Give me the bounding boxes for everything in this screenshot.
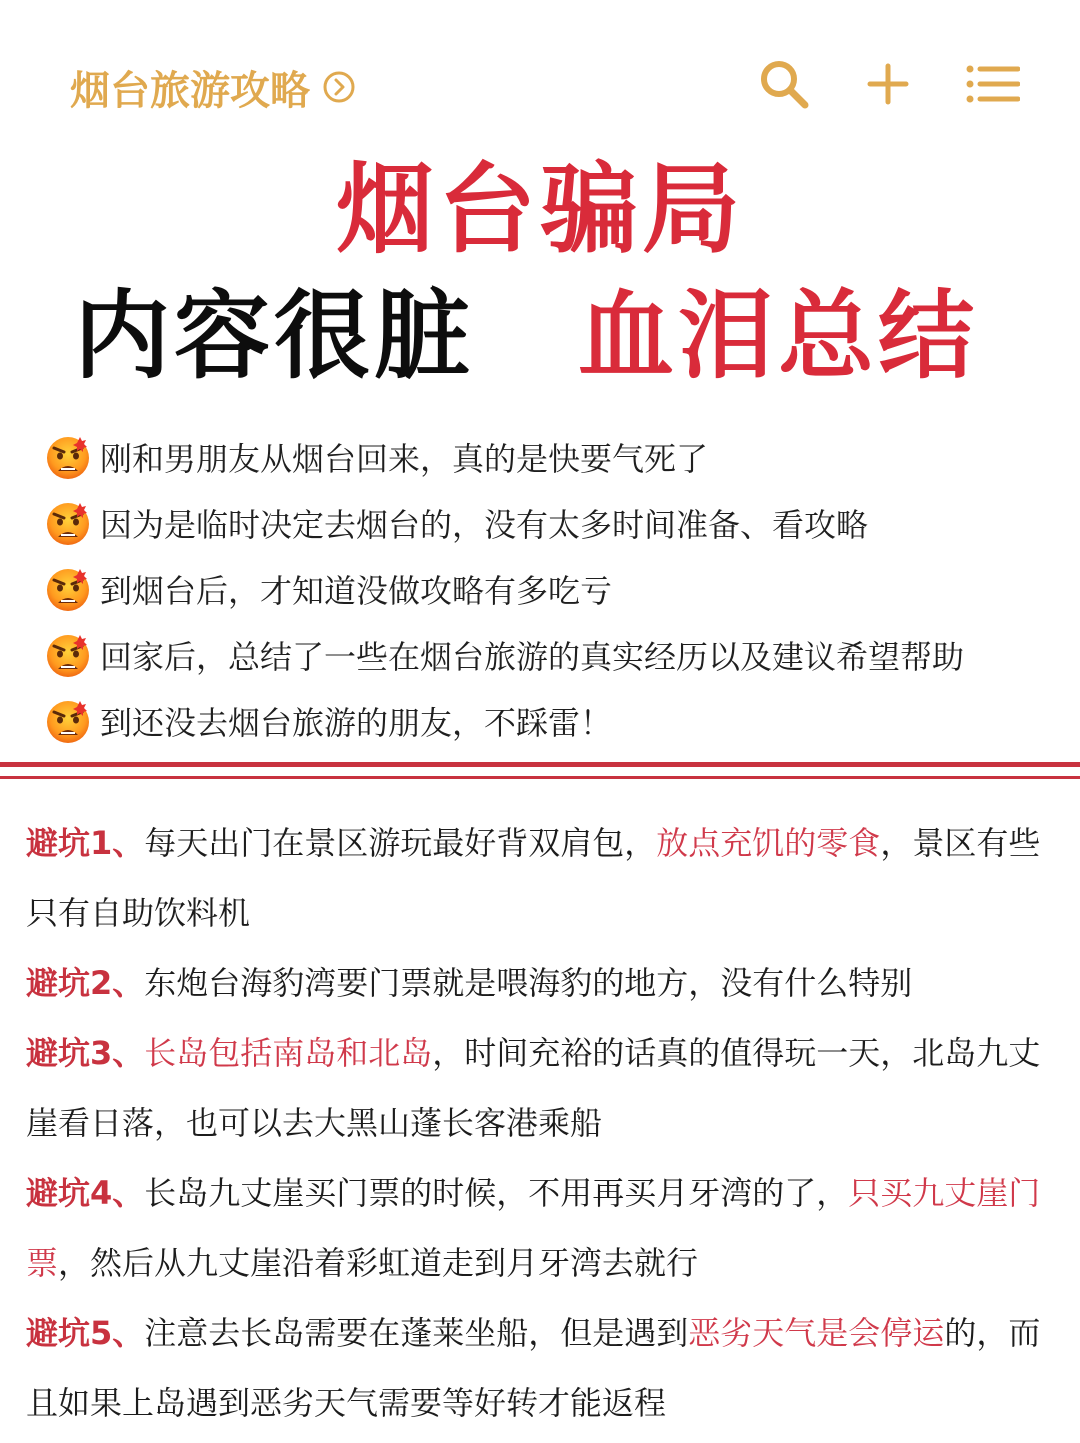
- tip-text: 东炮台海豹湾要门票就是喂海豹的地方，没有什么特别: [144, 964, 913, 1002]
- tips-list: [26, 808, 1060, 1438]
- tip-text: ，景区有些只有自助饮料机: [26, 824, 1041, 932]
- tip-item: [26, 1298, 1060, 1438]
- headline-title: 烟台骗局: [335, 153, 744, 267]
- intro-line: [44, 556, 1054, 622]
- menu-icon[interactable]: [964, 56, 1020, 112]
- angry-face-icon: [44, 433, 92, 481]
- tip-item: [26, 948, 1060, 1018]
- plus-icon[interactable]: [860, 56, 916, 112]
- tip-highlight-text: 只买九丈崖门票: [26, 1174, 1041, 1282]
- subheadline-left: 内容很脏: [74, 280, 474, 392]
- angry-face-icon: [44, 565, 92, 613]
- tip-highlight-text: 放点充饥的零食: [656, 824, 881, 862]
- tip-text: 注意去长岛需要在蓬莱坐船，但是遇到: [144, 1314, 689, 1352]
- intro-line: [44, 622, 1054, 688]
- intro-line-text: 因为是临时决定去烟台的，没有太多时间准备、看攻略: [100, 506, 869, 544]
- intro-line: [44, 490, 1054, 556]
- tip-item: [26, 1018, 1060, 1158]
- tip-text: 每天出门在景区游玩最好背双肩包，: [144, 824, 657, 862]
- tip-text: ，时间充裕的话真的值得玩一天，北岛九丈崖看日落，也可以去大黑山蓬长客港乘船: [26, 1034, 1041, 1142]
- tip-item: [26, 808, 1060, 948]
- tip-tag: 避坑2、: [26, 964, 145, 1002]
- intro-list: [44, 424, 1054, 754]
- tip-tag: 避坑5、: [26, 1314, 145, 1352]
- notebook-title: 烟台旅游攻略: [70, 67, 310, 114]
- angry-face-icon: [44, 697, 92, 745]
- chevron-circle-icon: [322, 70, 356, 104]
- tip-item: [26, 1158, 1060, 1298]
- section-divider: [0, 762, 1080, 779]
- tip-highlight-text: 恶劣天气是会停运: [688, 1314, 945, 1352]
- tip-text: 长岛九丈崖买门票的时候，不用再买月牙湾的了，: [144, 1174, 849, 1212]
- top-bar: [0, 0, 1080, 170]
- notebook-title-link[interactable]: [70, 60, 356, 114]
- angry-face-icon: [44, 631, 92, 679]
- tip-tag: 避坑3、: [26, 1034, 145, 1072]
- search-icon[interactable]: [756, 56, 812, 112]
- tip-text: 的，而且如果上岛遇到恶劣天气需要等好转才能返程: [26, 1314, 1041, 1422]
- angry-face-icon: [44, 499, 92, 547]
- intro-line: [44, 688, 1054, 754]
- tip-text: ，然后从九丈崖沿着彩虹道走到月牙湾去就行: [58, 1244, 699, 1282]
- intro-line-text: 到烟台后，才知道没做攻略有多吃亏: [100, 572, 613, 610]
- intro-line: [44, 424, 1054, 490]
- intro-line-text: 刚和男朋友从烟台回来，真的是快要气死了: [100, 440, 709, 478]
- intro-line-text: 到还没去烟台旅游的朋友，不踩雷！: [100, 704, 613, 742]
- tip-highlight-text: 长岛包括南岛和北岛: [144, 1034, 433, 1072]
- intro-line-text: 回家后，总结了一些在烟台旅游的真实经历以及建议希望帮助: [100, 638, 965, 676]
- tip-tag: 避坑4、: [26, 1174, 145, 1212]
- subheadline-right: 血泪总结: [578, 280, 978, 392]
- tip-tag: 避坑1、: [26, 824, 145, 862]
